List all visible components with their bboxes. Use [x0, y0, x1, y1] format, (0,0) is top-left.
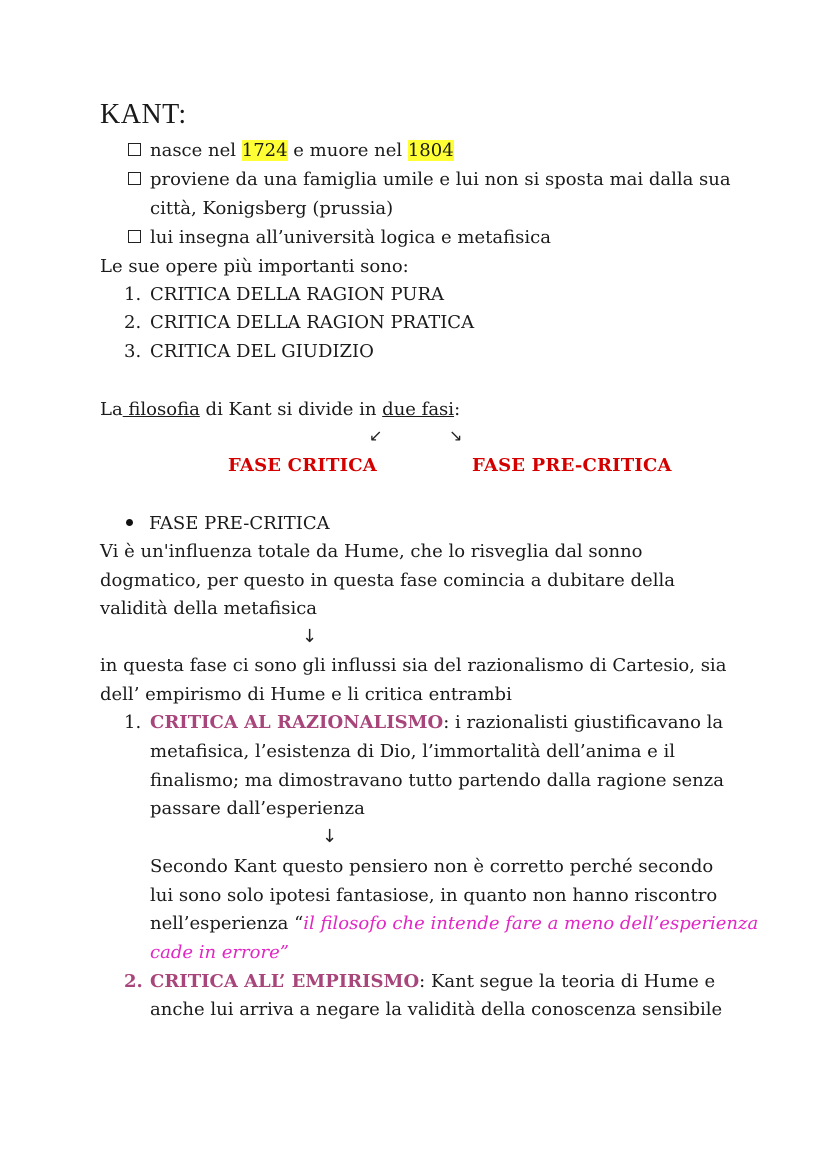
- critique-quote-line: [150, 912, 758, 936]
- works-intro: Le sue opere più importanti sono:: [100, 256, 409, 277]
- critique-text-line: passare dall’esperienza: [150, 798, 365, 819]
- filosofia-underlined: filosofia: [122, 399, 200, 420]
- critique-text-line: anche lui arriva a negare la validità della conoscenza sensibile: [150, 999, 723, 1020]
- checklist-item-origin: [128, 168, 731, 192]
- page-title: KANT:: [100, 99, 187, 130]
- death-year: 1804: [407, 140, 454, 161]
- influences-paragraph-line: in questa fase ci sono gli influssi sia del razionalismo di Cartesio, sia: [100, 655, 727, 676]
- origin-line-2: città, Konigsberg (prussia): [150, 198, 394, 219]
- phases-sentence-part: La: [100, 399, 123, 420]
- checkbox-icon[interactable]: [128, 172, 141, 185]
- pre-critica-paragraph-line: dogmatico, per questo in questa fase comincia a dubitare della: [100, 570, 675, 591]
- bullet-icon: [126, 519, 133, 526]
- quote-prefix: nell’esperienza “: [150, 913, 304, 934]
- pre-critica-paragraph-line: Vi è un'influenza totale da Hume, che lo risveglia dal sonno: [100, 541, 643, 562]
- kant-quote: il filosofo che intende fare a meno dell’esperienza: [303, 913, 759, 934]
- checkbox-icon[interactable]: [128, 230, 141, 243]
- death-prefix: e muore nel: [287, 140, 408, 161]
- birth-prefix: nasce nel: [150, 140, 242, 161]
- arrow-down-icon: ↓: [302, 626, 318, 647]
- arrow-down-icon: ↓: [322, 826, 338, 847]
- critique-number: 1.: [124, 712, 142, 733]
- works-item-text: CRITICA DEL GIUDIZIO: [150, 341, 374, 362]
- works-item-number: 1.: [124, 284, 142, 305]
- works-item: [124, 340, 374, 364]
- works-item-text: CRITICA DELLA RAGION PURA: [150, 284, 445, 305]
- critique-number: 2.: [124, 971, 143, 992]
- birth-year: 1724: [241, 140, 288, 161]
- critique-text: : i razionalisti giustificavano la: [443, 712, 724, 733]
- phases-sentence-end: :: [454, 399, 461, 420]
- pre-critica-heading: [126, 512, 330, 536]
- works-item-number: 3.: [124, 341, 142, 362]
- teaching-text: lui insegna all’università logica e metafisica: [150, 227, 551, 248]
- pre-critica-paragraph-line: validità della metafisica: [100, 598, 318, 619]
- critique-text-line: finalismo; ma dimostravano tutto partendo dalla ragione senza: [150, 770, 724, 791]
- arrow-down-left-icon: ↙: [369, 426, 383, 445]
- critique-empirismo: [124, 970, 715, 994]
- influences-paragraph-line: dell’ empirismo di Hume e li critica entrambi: [100, 684, 512, 705]
- critique-text-line: metafisica, l’esistenza di Dio, l’immortalità dell’anima e il: [150, 741, 676, 762]
- arrow-down-right-icon: ↘: [449, 426, 463, 445]
- critique-text: : Kant segue la teoria di Hume e: [419, 971, 716, 992]
- origin-line-1: proviene da una famiglia umile e lui non si sposta mai dalla sua: [150, 169, 731, 190]
- critique-empirismo-label: CRITICA ALL’ EMPIRISMO: [150, 971, 420, 992]
- due-fasi-underlined: due fasi: [382, 399, 455, 420]
- works-item: [124, 311, 474, 335]
- phases-sentence: [100, 398, 460, 422]
- critique-text-line: lui sono solo ipotesi fantasiose, in quanto non hanno riscontro: [150, 885, 718, 906]
- phase-critica-label: FASE CRITICA: [228, 455, 377, 476]
- checklist-item-birth: [128, 139, 454, 163]
- phase-pre-critica-label: FASE PRE-CRITICA: [472, 455, 672, 476]
- checklist-item-teaching: [128, 226, 551, 250]
- critique-text-line: Secondo Kant questo pensiero non è corretto perché secondo: [150, 856, 714, 877]
- phases-sentence-part: di Kant si divide in: [199, 399, 383, 420]
- works-item-number: 2.: [124, 312, 142, 333]
- critique-razionalismo-label: CRITICA AL RAZIONALISMO: [150, 712, 444, 733]
- critique-razionalismo: [124, 711, 723, 735]
- works-item-text: CRITICA DELLA RAGION PRATICA: [150, 312, 475, 333]
- works-item: [124, 283, 444, 307]
- pre-critica-heading-text: FASE PRE-CRITICA: [149, 513, 330, 534]
- kant-quote-continued: cade in errore”: [150, 942, 289, 963]
- checkbox-icon[interactable]: [128, 143, 141, 156]
